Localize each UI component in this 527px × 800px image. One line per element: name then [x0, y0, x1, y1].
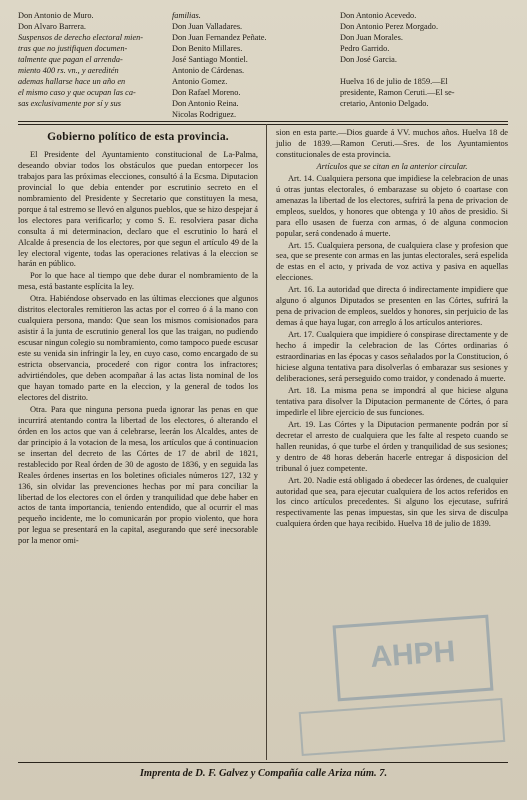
name-line: Don Rafael Moreno.	[172, 88, 241, 97]
top-column-3	[340, 10, 515, 109]
left-column	[18, 132, 258, 548]
top-column-1	[18, 10, 168, 109]
article: Art. 18. La misma pena se impondrá al que hiciese alguna tentativa para disolver la Diputacion permanente de Córtes, ó para impedirle el libre ejercicio de sus funciones.	[276, 385, 508, 417]
top-column-2	[172, 10, 322, 120]
article: Art. 15. Cualquiera persona, de cualquiera clase y profesion que sea, que se presente con armas en las juntas electorales, será espelida de estas en el acto, y privada de voz activa y pasiva en aquellas elecciones.	[276, 240, 508, 283]
name-line: Don Juan Fernandez Peñate.	[172, 33, 267, 42]
name-line: Don Juan Morales.	[340, 33, 403, 42]
article: Art. 19. Las Córtes y la Diputacion permanente podrán por sí decretar el arresto de cualquiera que les falte al respeto cuando se hallen reunidas, ó que turbe el órden y tranquilidad de sus sesiones; y dentro de 48 horas deberán hacerle entregar á disposicion del tribunal ó juez competente.	[276, 419, 508, 473]
name-line: Pedro Garrido.	[340, 44, 390, 53]
note-line: el mismo caso y que ocupan las ca-	[18, 88, 136, 97]
section-divider	[18, 121, 508, 122]
note-line: Suspensos de derecho electoral mien-	[18, 33, 144, 42]
note-line: talmente que pagan el arrenda-	[18, 55, 123, 64]
section-heading: Gobierno político de esta provincia.	[47, 131, 229, 143]
note-line: ademas hallarse hace un año en	[18, 77, 126, 86]
article: Art. 17. Cualquiera que impidiere ó conspirase directamente y de hecho á impedir la celebracion de las Córtes ordinarias ó estraordinarias en las épocas y casos señalados por la Constitucion, ó hiciese alguna tentativa para disolverlas ó embarazar sus sesiones y deliberaciones, será perseguido como traidor, y condenado á muerte.	[276, 330, 508, 383]
name-line: Don Benito Millares.	[172, 44, 243, 53]
footer-divider	[18, 762, 508, 763]
name-line: Don Antonio Perez Morgado.	[340, 22, 439, 31]
paragraph: Otra. Habiéndose observado en las últimas elecciones que algunos distritos electorales remitieron las actas por el correo ó á la mano con cualquiera persona, mando: Que sean los mismos comisionados para asistir á la junta de escrutinio general los que las traigan, no pudiendo escusar ningun colegio su nombramiento, como tampoco puede escusar este su venida sin infringir la ley, en cuyo caso, como encargado de su estricta observancia, procederé con rigor contra los infractores; advirtiéndoles, que deben acompañar á las actas lista nominal de los que hayan tomado parte en la eleccion, y la general de todos los electores del distrito.	[18, 294, 258, 402]
note-line: sas exclusivamente por sí y sus	[18, 99, 122, 108]
article: Art. 16. La autoridad que directa ó indirectamente impidiere que alguno ó algunos Diputados se presenten en las Córtes, sufrirá la pena de privacion de empleos, sueldos y honores, sin perjuicio de las demas á que haya lugar, con arreglo á los artículos anteriores.	[276, 285, 508, 328]
name-line: Don Antonio de Muro.	[18, 11, 94, 20]
name-line: Antonio Gomez.	[172, 77, 228, 86]
paragraph: sion en esta parte.—Dios guarde á VV. muchos años. Huelva 18 de julio de 1839.—Ramon Ceruti.—Sres. de los Ayuntamientos constitucionales de esta provincia.	[276, 128, 508, 159]
note-line: miento 400 rs. vn., y aereditén	[18, 66, 119, 75]
right-column	[276, 128, 508, 531]
top-section	[0, 0, 527, 118]
archive-stamp: AHPH	[333, 615, 494, 702]
paragraph: Otra. Para que ninguna persona pueda ignorar las penas en que incurrirá atentando contra la libertad de los electores, ó alterando el órden en los actos que van á celebrarse, leerán los Alcaldes, antes de dar principio á la votacion de la mesa, los artículos que á continuacion se insertan del decreto de las Córtes de 17 de abril de 1821, restablecido por Real órden de 30 de agosto de 1836, y en seguida las Reales órdenes insertas en los boletines oficiales números 127, 132 y 136, sin olvidar las prevenciones hechas por mí para conciliar la libertad de los electores con el órden y tranquilidad que debe haber en actos de tanta importancia, teniendo entendido, que al ocurrir el mas pequeño incidente, me lo comunicarán por propio violento, que hora por legua se presentará en la capital, asegurando que seré inecsorable por la menor omi-	[18, 404, 258, 546]
name-line: Don Antonio Reina.	[172, 99, 239, 108]
article: Art. 14. Cualquiera persona que impidiese la celebracion de unas ú otras juntas electorales, ó embarazase su objeto ó coartase con amenazas la libertad de los electores, sufrirá la pena de privacion de empleos, sueldos, y honores que obtenga y 10 años de presidio. Si para ello usasen de fuerza con armas, ó de alguna conmocion popular, será condenado á muerte.	[276, 173, 508, 238]
article: Art. 20. Nadie está obligado á obedecer las órdenes, de cualquier autoridad que sea, para ejecutar cualquiera de los actos referidos en los cinco artículos precedentes. Si alguno los ejecutase, sufrirá respectivamente las penas impuestas, sin que les sirva de disculpa cualquiera órden que haya recibido. Huelva 18 de julio de 1839.	[276, 475, 508, 529]
name-line: Nicolas Rodriguez.	[172, 110, 237, 119]
imprint: Imprenta de D. F. Galvez y Compañía calle Ariza núm. 7.	[139, 768, 388, 779]
section-divider	[18, 124, 508, 125]
name-line: Don Juan Valladares.	[172, 22, 243, 31]
archive-stamp-frame	[299, 698, 506, 756]
name-line: familias.	[172, 11, 201, 20]
name-line: Don Antonio Acevedo.	[340, 11, 417, 20]
name-line: Don José Garcia.	[340, 55, 397, 64]
column-divider	[266, 124, 267, 760]
signature-line: presidente, Ramon Ceruti.—El se-	[340, 88, 455, 97]
signature-line: cretario, Antonio Delgado.	[340, 99, 429, 108]
name-line: José Santiago Montiel.	[172, 55, 248, 64]
paragraph: Por lo que hace al tiempo que debe durar el nombramiento de la mesa, está bastante esplícita la ley.	[18, 271, 258, 292]
note-line: tras que no justifiquen documen-	[18, 44, 128, 53]
name-line: Antonio de Cárdenas.	[172, 66, 245, 75]
name-line: Don Alvaro Barrera.	[18, 22, 86, 31]
paragraph: El Presidente del Ayuntamiento constitucional de La-Palma, deseando obviar todos los obstáculos que puedan entorpecer los trabajos para las próximas elecciones, consultó á la Ecsma. Diputacion provincial lo que debia entender por escrutinio secreto en el nombramiento del Presidente y Secretario que constituyen la mesa, porque á tal estremo se llevó en algunos pueblos, que se hizo despejar á los electores para verificarlo; y como S. E. resolviera pasar dicha consulta á mi determinacion, declaro que el escrutinio lo hará el Alcalde á presencia de los electores, por que segun el artículo 49 de la ley electoral vigente, todas las operaciones relativas á la eleccion se harán en público.	[18, 149, 259, 269]
signature-line: Huelva 16 de julio de 1859.—El	[340, 77, 448, 86]
articles-subtitle: Artículos que se citan en la anterior circular.	[316, 161, 468, 171]
